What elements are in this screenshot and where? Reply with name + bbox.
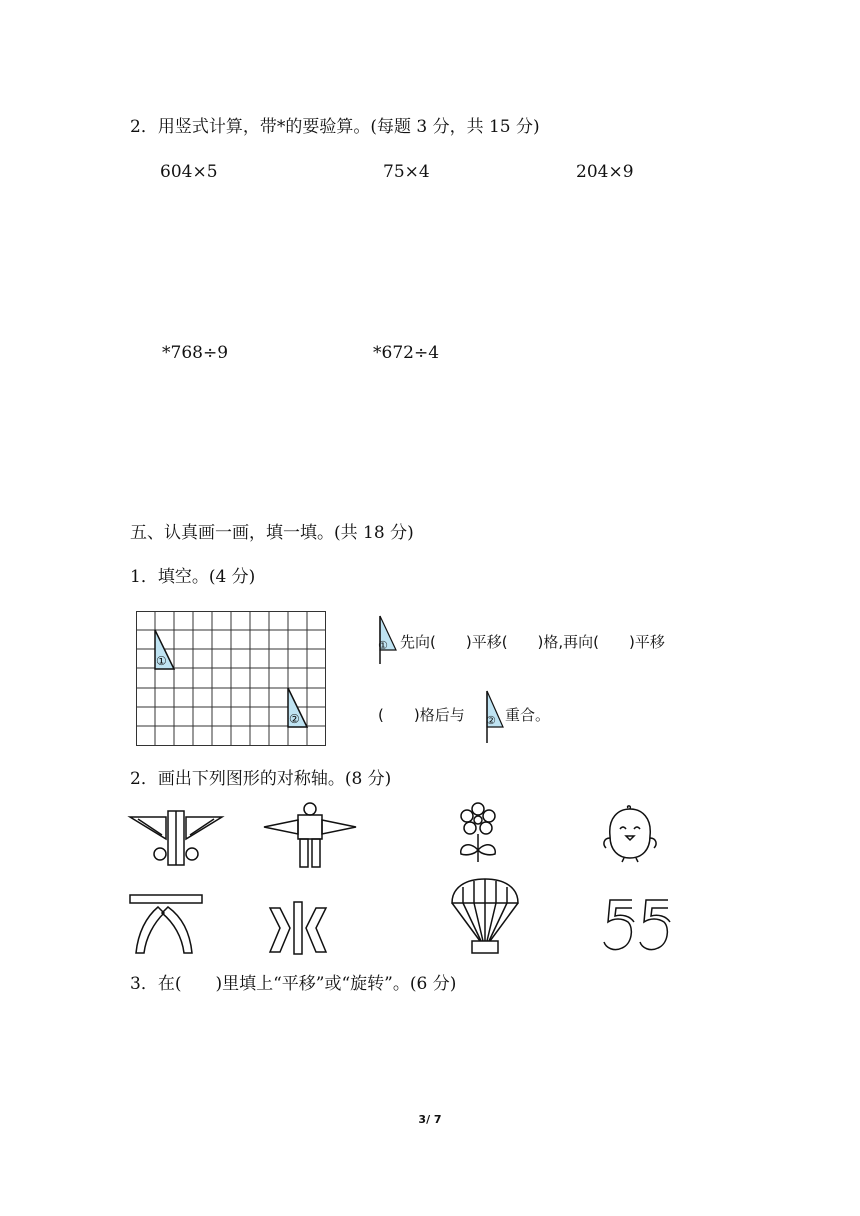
water-character-icon [266, 900, 330, 956]
triangle-1-label: ① [156, 654, 167, 668]
arch-character-icon [128, 893, 204, 955]
problem-3: 204×9 [576, 162, 634, 182]
parachute-icon [450, 877, 520, 955]
flag-2-label: ② [486, 714, 496, 727]
robot-shape-icon [262, 802, 358, 870]
problem-2: 75×4 [383, 162, 430, 182]
fill-line-2b: 重合。 [505, 706, 551, 724]
problem-4: *768÷9 [162, 343, 229, 363]
q2-title: 2．用竖式计算，带*的要验算。(每题 3 分，共 15 分) [130, 117, 540, 137]
problem-1: 604×5 [160, 162, 218, 182]
fill-line-2a: ( )格后与 [378, 706, 465, 724]
number-55-icon [602, 896, 672, 954]
problem-5: *672÷4 [373, 343, 440, 363]
s5-q2-title: 2．画出下列图形的对称轴。(8 分) [130, 769, 392, 789]
section5-heading: 五、认真画一画，填一填。(共 18 分) [130, 523, 414, 543]
flower-icon [455, 802, 501, 864]
triangle-2-label: ② [289, 712, 300, 726]
s5-q1-title: 1．填空。(4 分) [130, 567, 256, 587]
chick-icon [600, 804, 660, 864]
fill-line-1: 先向( )平移( )格,再向( )平移 [400, 633, 665, 651]
flag-1-label: ① [378, 639, 388, 652]
s5-q3-title: 3．在( )里填上“平移”或“旋转”。(6 分) [130, 974, 457, 994]
bird-shape-icon [128, 809, 224, 867]
page-number: 3/ 7 [418, 1113, 442, 1126]
